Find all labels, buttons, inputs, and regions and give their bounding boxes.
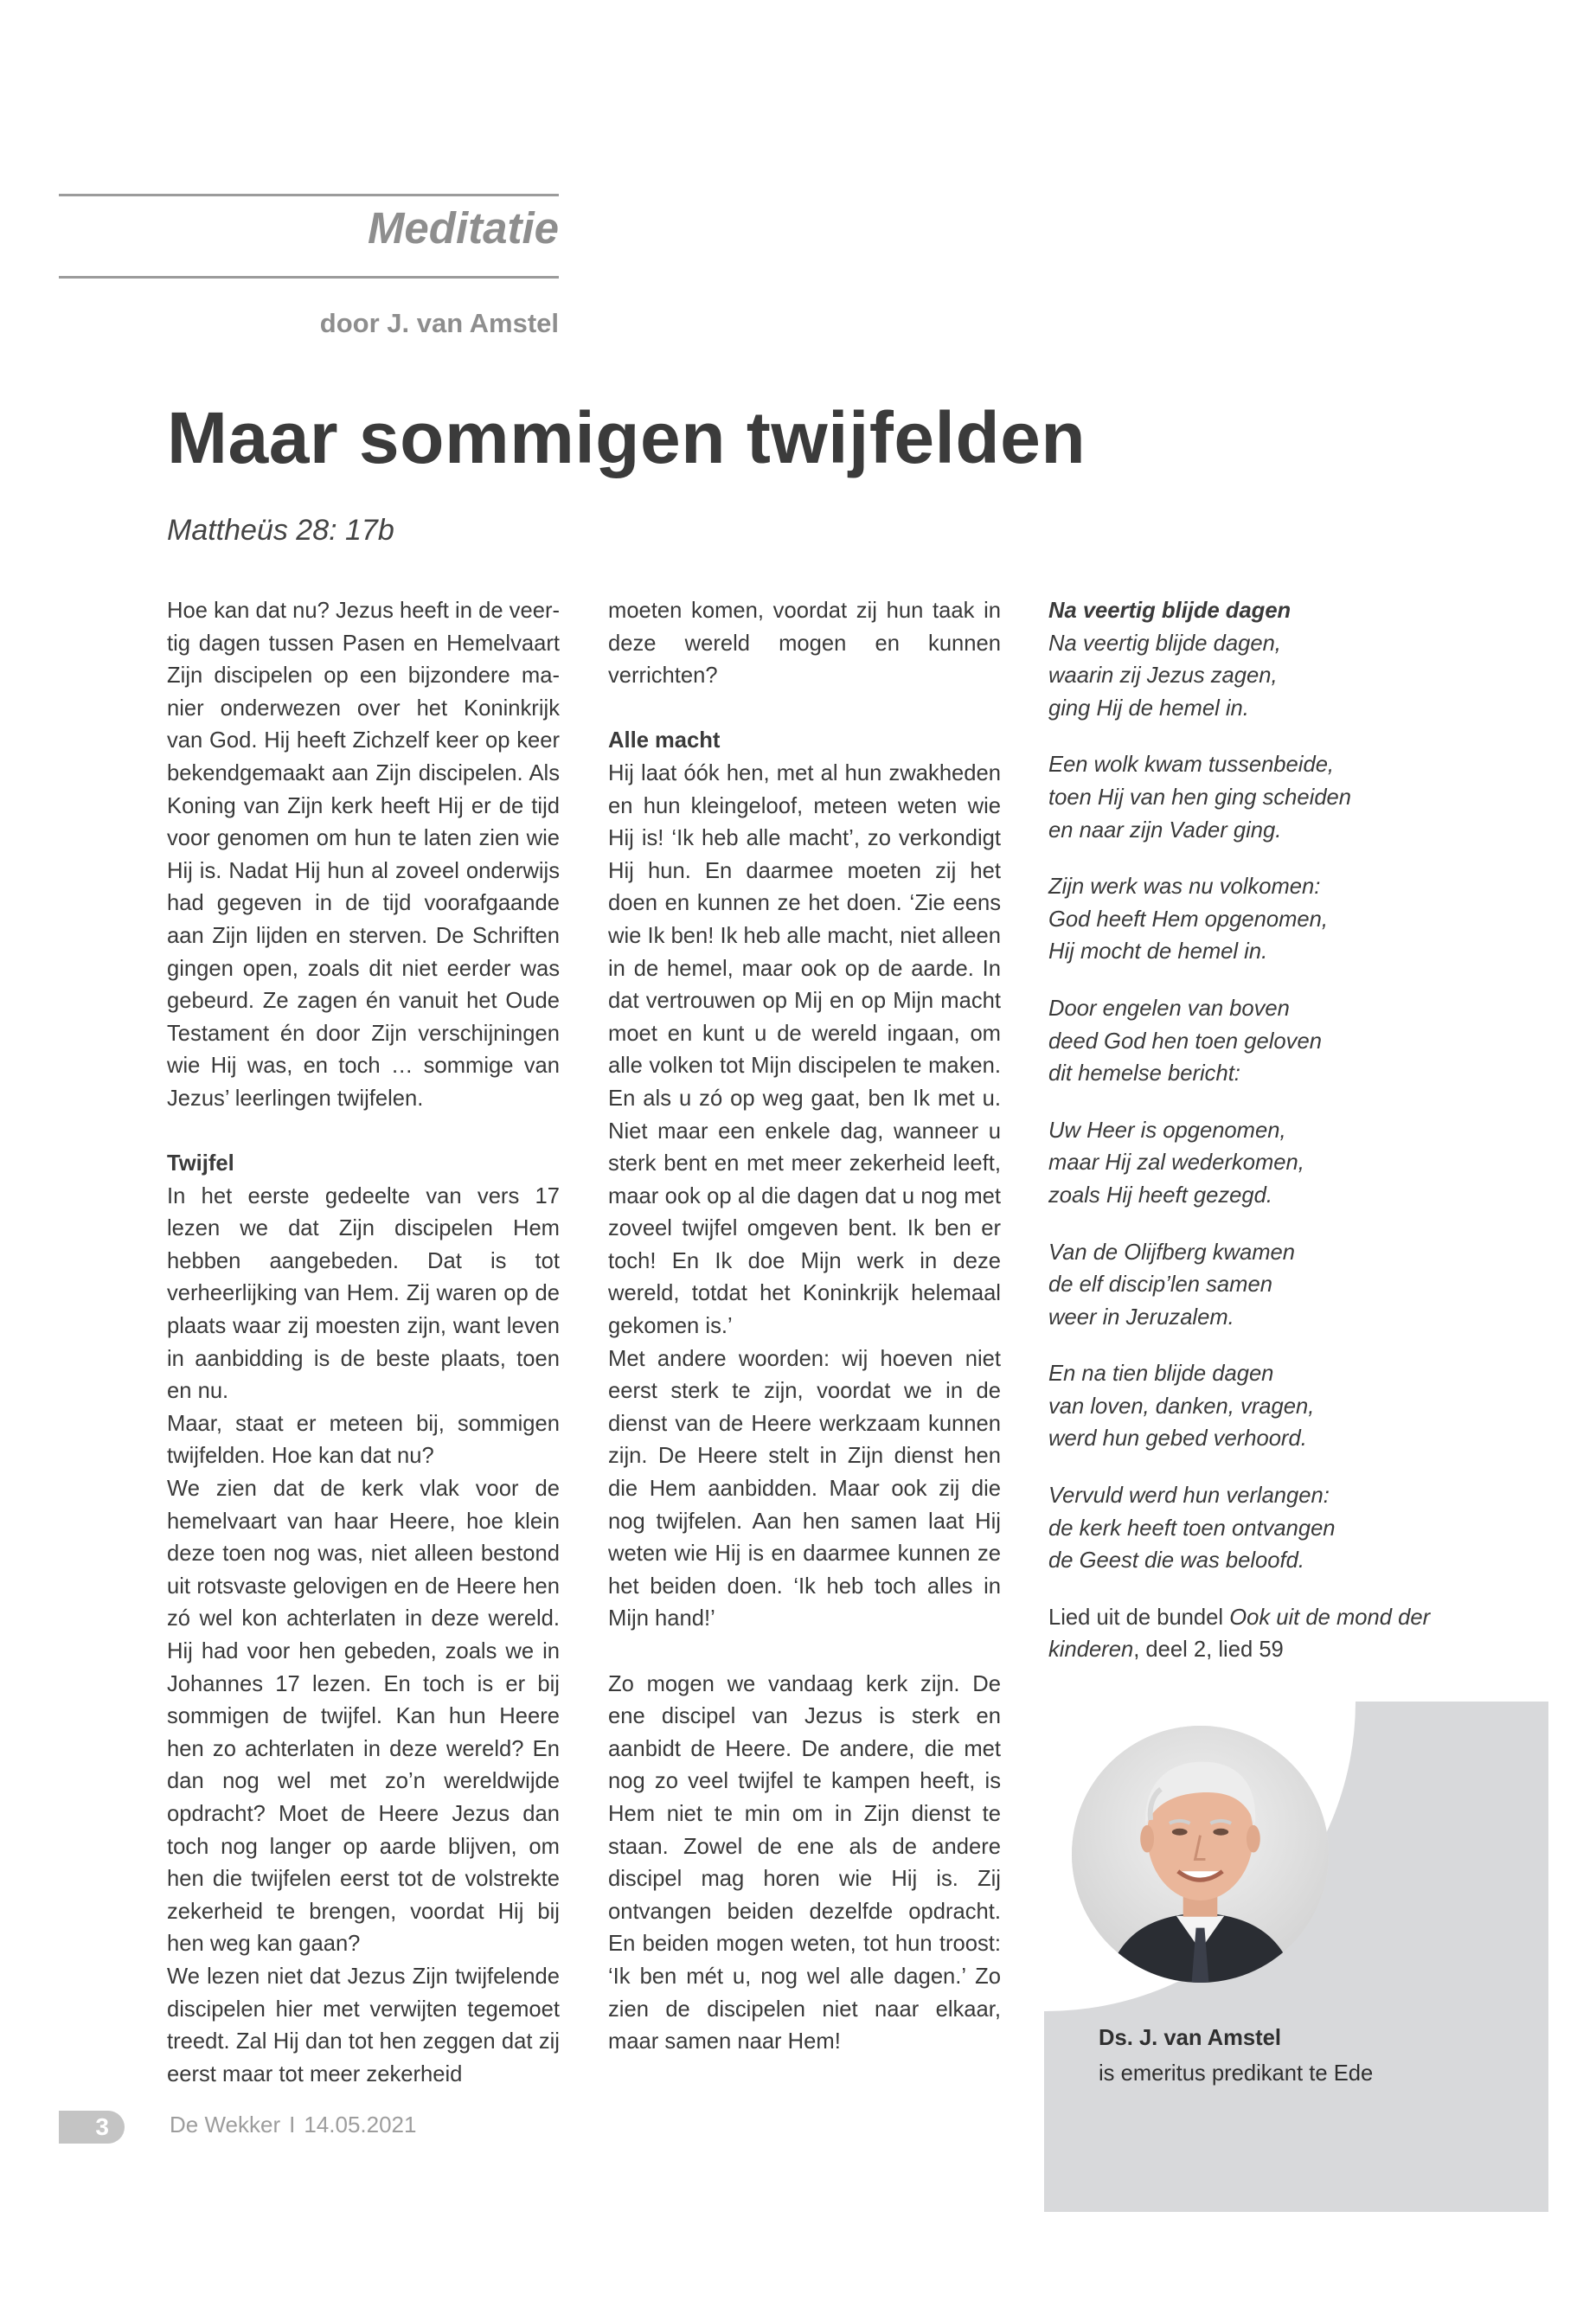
footer bbox=[170, 2112, 416, 2138]
poem-line: van loven, danken, vragen, bbox=[1048, 1394, 1315, 1419]
poem-stanza bbox=[1048, 1480, 1455, 1578]
poem-stanza bbox=[1048, 628, 1455, 726]
poem-source-book: Ook uit de mond der kinderen bbox=[1048, 1605, 1431, 1663]
poem-stanza bbox=[1048, 1115, 1455, 1213]
author-portrait bbox=[1072, 1726, 1329, 1983]
poem-line: de Geest die was beloofd. bbox=[1048, 1548, 1304, 1574]
poem-line: God heeft Hem opgenomen, bbox=[1048, 907, 1328, 932]
poem-title: Na veertig blijde dagen bbox=[1048, 599, 1292, 623]
author-byline: door J. van Amstel bbox=[319, 308, 559, 338]
paragraph: Maar, staat er meteen bij, sommigen twijfelden. Hoe kan dat nu? bbox=[167, 1411, 560, 1469]
scripture-reference: Mattheüs 28: 17b bbox=[167, 514, 394, 547]
page-number: 3 bbox=[95, 2113, 109, 2140]
poem-line: Door engelen van boven bbox=[1048, 996, 1290, 1021]
bio-description: is emeritus predikant te Ede bbox=[1099, 2061, 1374, 2086]
paragraph: Met andere woorden: wij hoeven niet eerst sterk te zijn, voordat we in de dienst van de Heere werkzaam kunnen zijn. De Heere stelt in Zijn dienst hen die Hem aanbidden. Maar ook zij die nog twijfelen. Aan hen samen laat Hij weten wie Hij is en daarmee kunnen ze het beiden doen. ‘Ik heb toch alles in Mijn hand!’ bbox=[608, 1346, 1001, 1631]
poem-line: deed God hen toen geloven bbox=[1048, 1029, 1322, 1054]
poem-line: en naar zijn Vader ging. bbox=[1048, 817, 1282, 843]
article-title: Maar sommigen twijfelden bbox=[167, 397, 1086, 478]
poem-stanzas bbox=[1048, 628, 1455, 1578]
bottom-rule bbox=[59, 276, 559, 279]
poem-line: Een wolk kwam tussenbeide, bbox=[1048, 753, 1335, 778]
paragraph: We lezen niet dat Jezus Zijn twijfelende discipelen hier met verwijten tegemoet treedt. Zal Hij dan tot hen zeggen dat zij eerst maar tot meer zekerheid bbox=[167, 1964, 560, 2086]
poem-line: de elf discip’len samen bbox=[1048, 1272, 1272, 1298]
poem-source-prefix: Lied uit de bundel bbox=[1048, 1605, 1224, 1630]
poem-line: Uw Heer is opgenomen, bbox=[1048, 1118, 1286, 1143]
paragraph: moeten komen, voordat zij hun taak in deze wereld mogen en kunnen verrichten? bbox=[608, 599, 1001, 689]
poem-line: werd hun gebed verhoord. bbox=[1048, 1426, 1307, 1452]
top-rule bbox=[59, 194, 559, 196]
footer-separator: I bbox=[289, 2112, 296, 2138]
paragraph: Zo mogen we vandaag kerk zijn. De ene discipel van Jezus is sterk en aanbidt de Heere. De andere, die met nog zo veel twijfel te kampen heeft, is Hem niet te min om in Zijn dienst te staan. Zowel de ene als de andere discipel mag horen wie Hij is. Zij ontvangen beiden dezelfde opdracht. En beiden mogen weten, tot hun troost: ‘Ik ben mét u, nog wel alle dagen.’ Zo zien de discipelen niet naar elkaar, maar samen naar Hem! bbox=[608, 1671, 1001, 2054]
poem-column bbox=[1048, 595, 1455, 1667]
poem-line: waarin zij Jezus zagen, bbox=[1048, 663, 1278, 689]
paragraph: We zien dat de kerk vlak voor de hemelvaart van haar Heere, hoe klein deze toen nog was, niet alleen bestond uit rotsvaste gelovigen en de Heere hen zó wel kon achterlaten in deze wereld. Hij had voor hen gebeden, zoals we in Johannes 17 lezen. En toch is er bij sommigen de twijfel. Kan hun Heere hen zo achterlaten in deze wereld? En dan nog wel met zo’n wereldwijde opdracht? Moet de Heere Jezus dan toch nog langer op aarde blijven, om hen die twijfelen eerst tot de volstrekte zekerheid te brengen, voordat Hij bij hen weg kan gaan? bbox=[167, 1477, 560, 1957]
poem-line: Na veertig blijde dagen, bbox=[1048, 631, 1281, 656]
article-column-2 bbox=[608, 595, 1001, 2059]
publication-name: De Wekker bbox=[170, 2112, 281, 2138]
subheading-twijfel: Twijfel bbox=[167, 1151, 234, 1176]
bio-name: Ds. J. van Amstel bbox=[1099, 2026, 1281, 2050]
article-column-1 bbox=[167, 595, 560, 2091]
poem-line: dit hemelse bericht: bbox=[1048, 1061, 1240, 1086]
portrait-illustration bbox=[1072, 1726, 1329, 1983]
poem-stanza bbox=[1048, 749, 1455, 847]
poem-line: weer in Jeruzalem. bbox=[1048, 1304, 1234, 1330]
poem-line: Van de Olijfberg kwamen bbox=[1048, 1240, 1295, 1265]
poem-line: de kerk heeft toen ontvangen bbox=[1048, 1516, 1336, 1541]
poem-line: Vervuld werd hun verlangen: bbox=[1048, 1484, 1330, 1509]
poem-source-suffix: , deel 2, lied 59 bbox=[1133, 1638, 1284, 1663]
poem-line: zoals Hij heeft gezegd. bbox=[1048, 1183, 1272, 1208]
issue-date: 14.05.2021 bbox=[304, 2112, 417, 2138]
poem-line: Zijn werk was nu volkomen: bbox=[1048, 875, 1321, 900]
paragraph: In het eerste gedeelte van vers 17 lezen we dat Zijn discipelen Hem hebben aangebeden. Dat is tot verheerlijking van Hem. Zij waren op de plaats waar zij moesten zijn, want leven in aanbidding is de beste plaats, toen en nu. bbox=[167, 1183, 560, 1404]
section-label: Meditatie bbox=[367, 203, 559, 253]
subheading-alle-macht: Alle macht bbox=[608, 728, 721, 753]
poem-line: toen Hij van hen ging scheiden bbox=[1048, 785, 1352, 810]
poem-stanza bbox=[1048, 993, 1455, 1091]
poem-line: En na tien blijde dagen bbox=[1048, 1362, 1274, 1387]
poem-line: Hij mocht de hemel in. bbox=[1048, 939, 1268, 965]
poem-stanza bbox=[1048, 1237, 1455, 1335]
page-number-tab bbox=[59, 2111, 125, 2144]
poem-line: maar Hij zal wederkomen, bbox=[1048, 1150, 1304, 1176]
paragraph: Hoe kan dat nu? Jezus heeft in de veer-tig dagen tussen Pasen en Hemelvaart Zijn discipelen op een bijzondere ma-nier onderwezen over het Koninkrijk van God. Hij heeft Zichzelf keer op keer bekendgemaakt aan Zijn discipelen. Als Koning van Zijn kerk heeft Hij er de tijd voor genomen om hun te laten zien wie Hij is. Nadat Hij hun al zoveel onderwijs had gegeven in de tijd voorafgaande aan Zijn lijden en sterven. De Schriften gingen open, zoals dit niet eerder was gebeurd. Ze zagen én vanuit het Oude Testament én door Zijn verschijningen wie Hij was, en toch … sommige van Jezus’ leerlingen twijfelen. bbox=[167, 599, 560, 1111]
poem-source bbox=[1048, 1602, 1455, 1667]
paragraph: Hij laat óók hen, met al hun zwakheden en hun kleingeloof, meteen weten wie Hij is! ‘Ik heb alle macht’, zo verkondigt Hij hun. En daarmee moeten zij het doen en kunnen ze het doen. ‘Zie eens wie Ik ben! Ik heb alle macht, niet alleen in de hemel, maar ook op de aarde. In dat vertrouwen op Mij en op Mijn macht moet en kunt u de wereld ingaan, om alle volken tot Mijn discipelen te maken. En als u zó op weg gaat, ben Ik met u. Niet maar een enkele dag, wanneer u sterk bent en met meer zekerheid leeft, maar ook op al die dagen dat u nog met zoveel twijfel omgeven bent. Ik ben er toch! En Ik doe Mijn werk in deze wereld, totdat het Koninkrijk helemaal gekomen is.’ bbox=[608, 760, 1001, 1339]
poem-stanza bbox=[1048, 1358, 1455, 1456]
poem-line: ging Hij de hemel in. bbox=[1048, 695, 1249, 721]
poem-stanza bbox=[1048, 871, 1455, 969]
